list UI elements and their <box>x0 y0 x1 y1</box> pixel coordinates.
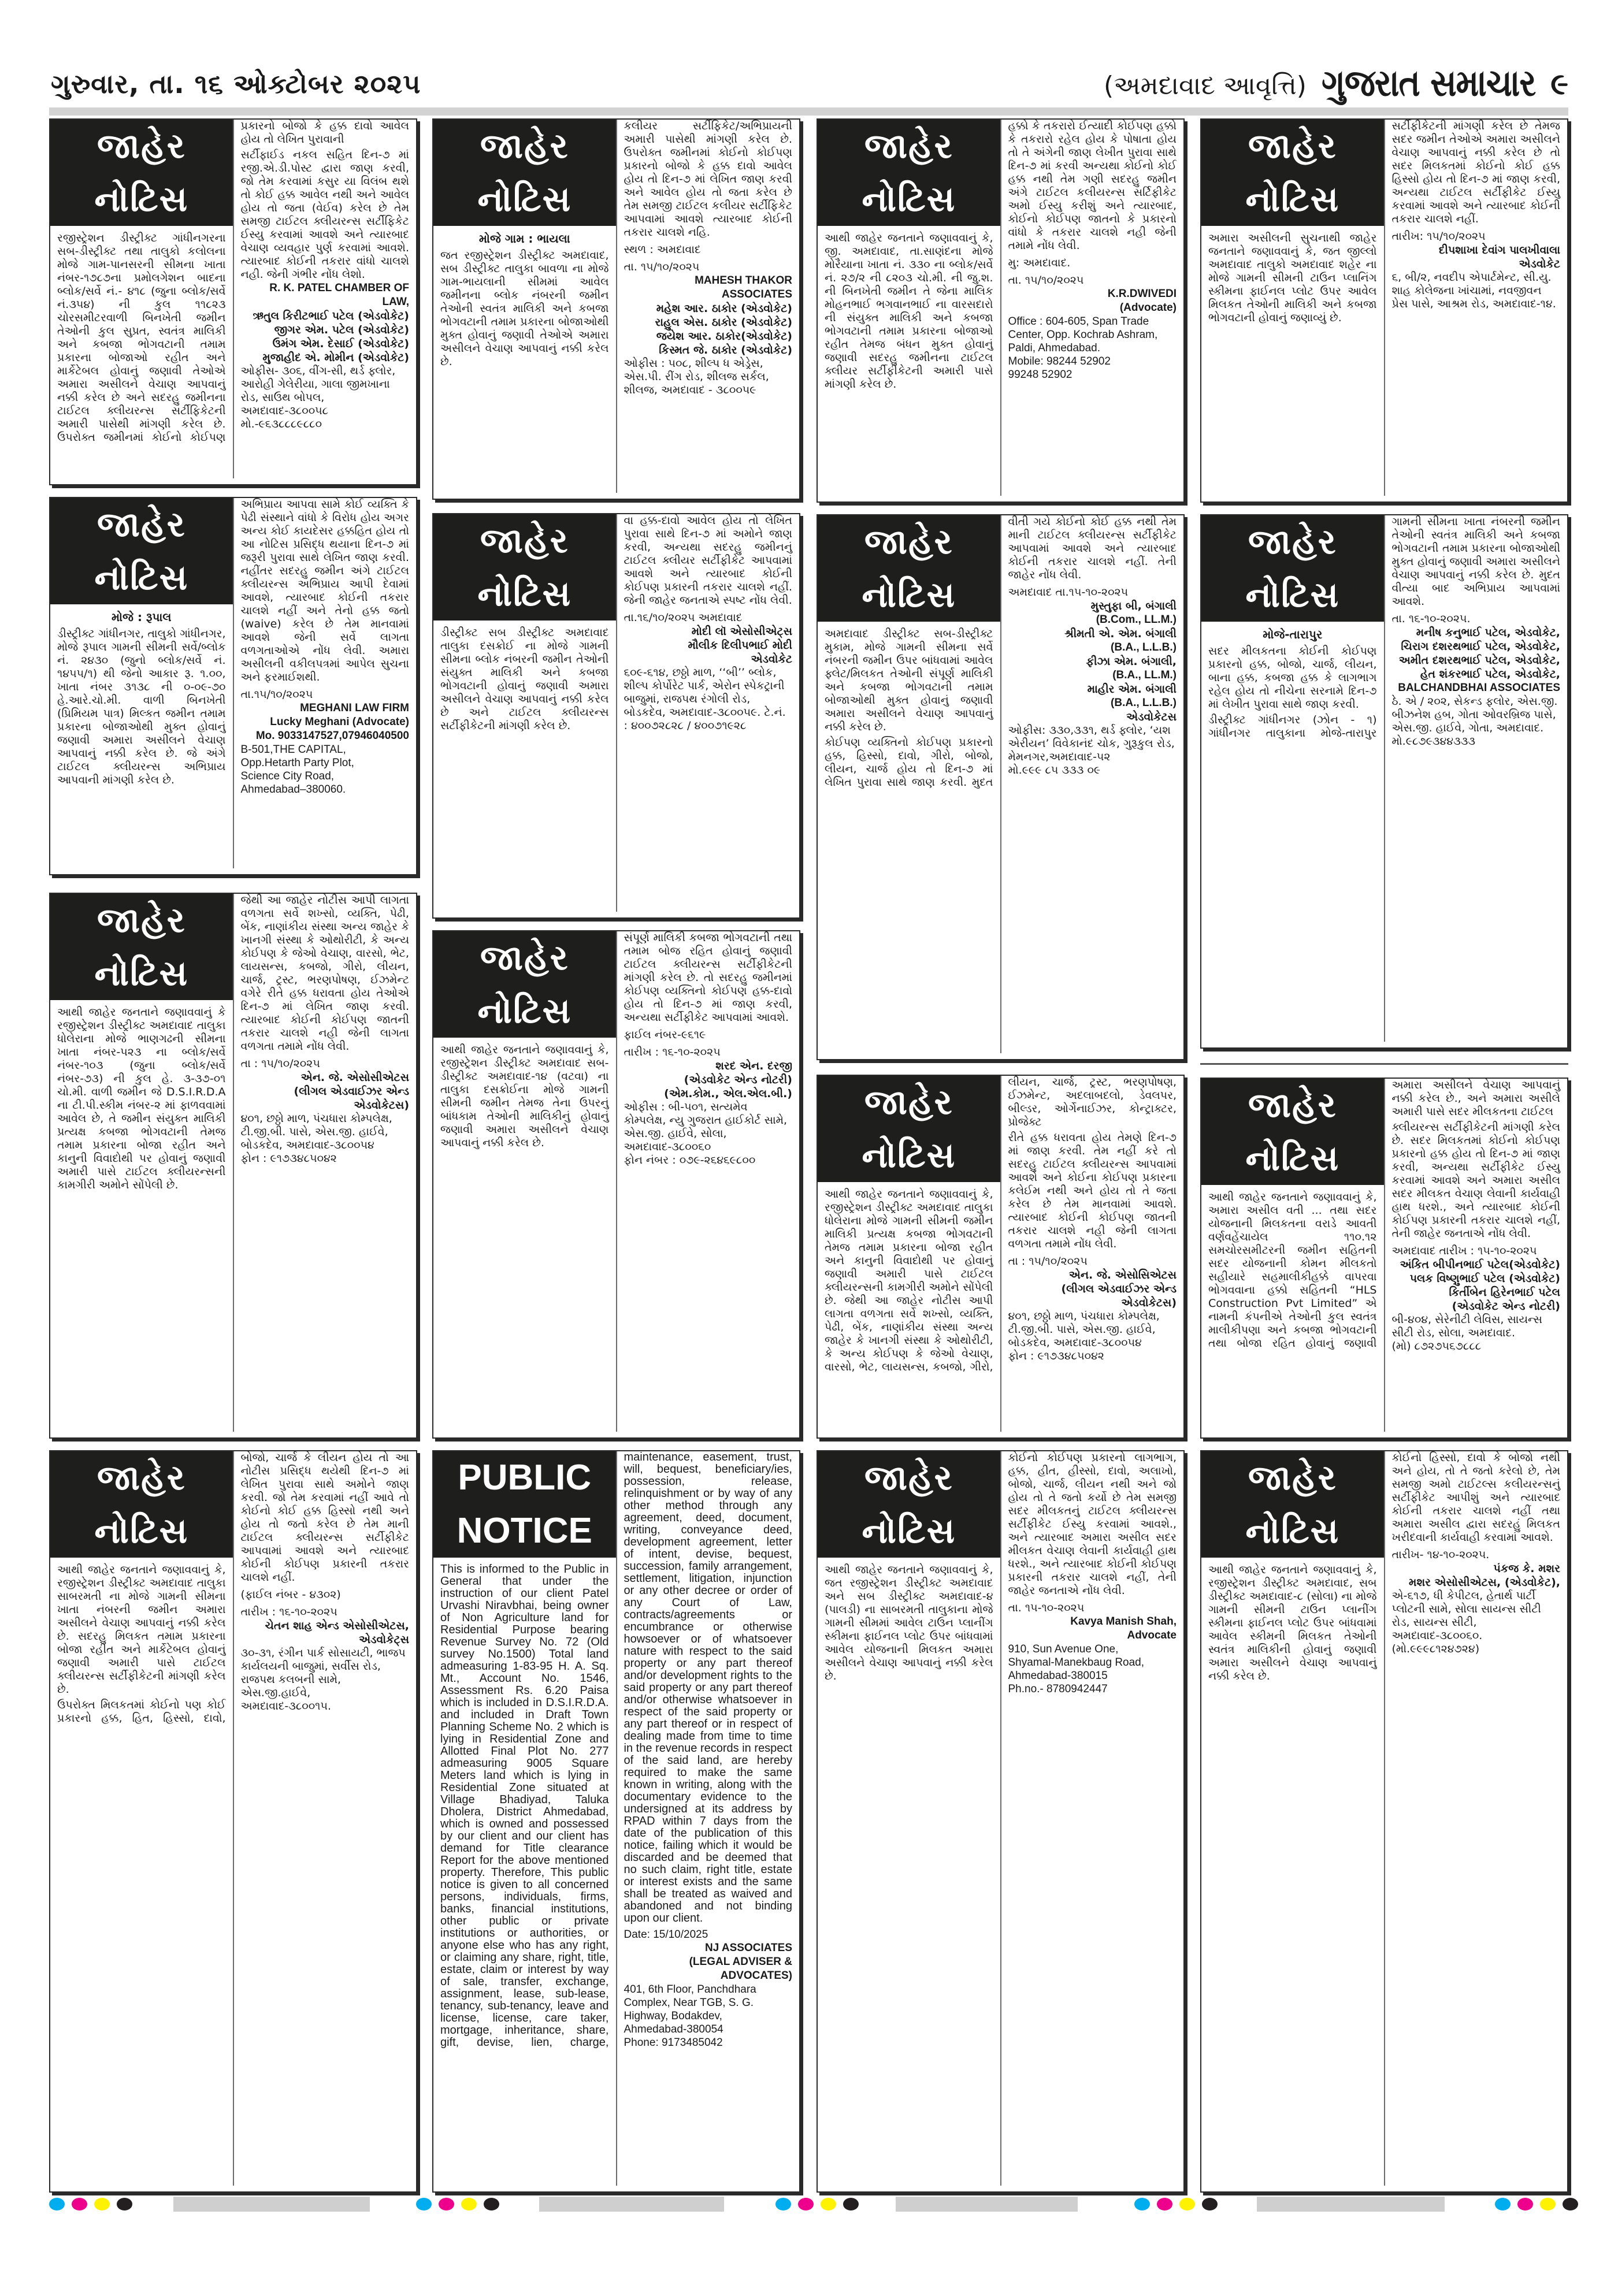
notice-date: તા : ૧૫/૧૦/૨૦૨૫ <box>240 1057 320 1070</box>
signatory: મનીષ કનુભાઈ પટેલ, એડવોકેટ, <box>1416 626 1560 639</box>
file-number: (ફાઈલ નંબર - ૪૩૦૨) <box>240 1588 341 1601</box>
address-line: અમદાવાદ-૩૮૦૦૫૮ <box>240 404 329 417</box>
notice-date: તારીખ: ૧૫/૧૦/૨૦૨૫ <box>1391 230 1486 243</box>
file-number: ફાઈલ નંબર-૯૬૧૯ <box>624 1028 706 1041</box>
signatory: કિસ્મત જે. ઠાકોર (એડવોકેટ) <box>659 344 792 356</box>
notice-paragraph: રજીસ્ટ્રેશન ડીસ્ટ્રીક્ટ ગાંધીનગરના સબ-ડીસ્ટ્રીક્ટ તથા તાલુકો કલોલના મોજે ગામ-પાનસરની સીમના ખાતા નંબર-૧૭૮૭ના પ્રમોલગેશન બાદના બ્લોક/સર્વે નં.- ૪૧૮ (જુના બ્લોક/સર્વે નં.૩૫૪) ની કુલ ૧૧૮૨૩ ચોરસમીટરવાળી બિનખેતી જમીન તેઓની કુલ સુપ્રત, સ્વતંત્ર માલિકી અને કબજા ભોગવટાની તમામ પ્રકારના બોજાઓ રહીત અને માર્કેટેબલ હોવાનું જણાવી તેઓએ અમારા અસીલને વેચાણ આપવાનું નક્કી કરેલ છે અને સદરહુ જમીનના ટાઈટલ ક્લીયરન્સ સર્ટીફિકેટની અમારી પાસેથી માંગણી કરેલ છે. ઉપરોક્ત જમીનમાં કોઈનો કોઈપણ પ્રકારનો બોજો કે હક્ક દાવો આવેલ હોય તો લેખિત પુરાવાની <box>57 120 409 444</box>
registration-dot <box>1540 2198 1556 2210</box>
signatory: પલક વિષ્ણુભાઈ પટેલ (એડવોકેટ) <box>1409 1272 1560 1285</box>
address-line: Science City Road, <box>240 770 335 782</box>
registration-dot <box>843 2198 859 2210</box>
signatory: ફીઝા એમ. બંગાલી, <box>1086 655 1177 668</box>
signatory: પંકજ કે. મશર <box>1493 1562 1560 1575</box>
address-line: ૬૦૯-૬૧૪, છઠ્ઠો માળ, ‘‘બી’’ બ્લોક, શીલ્પ કોર્પોરેટ પાર્ક, એરોન સ્પેકટ્રાની બાજુમાં, રાજપથ રંગોલી રોડ, બોડકદેવ, અમદાવાદ-૩૮૦૦૫૯. ટે.નં. : ૪૦૦૭૨૮૨૮ / ૪૦૦૭૧૯૨૮ <box>624 666 786 732</box>
signatory: એડવોકેટસ <box>1126 711 1177 723</box>
gray-calibration-bar <box>539 2197 724 2212</box>
registration-dot <box>1157 2198 1172 2210</box>
address-line: ઠે. એ / ૨૦૨, સેકન્ડ ફલોર, એસ.જી. બીઝનેશ હબ, ગોતા ઓવરબ્રિજ પાસે, એસ.જી. હાઈવે, ગોતા, અમદાવાદ. <box>1391 695 1558 734</box>
notice-paragraph: જત રજીસ્ટ્રેશન ડીસ્ટ્રીક્ટ અમદાવાદ, સબ ડીસ્ટ્રીક્ટ તાલુકા બાવળા ના મોજે ગામ-ભાયલાની સીમમાં આવેલ જમીનના બ્લોક નંબરની જમીન તેઓની સ્વતંત્ર માલિકી અને કબજા ભોગવટાની તમામ પ્રકારના બોજાઓથી મુક્ત હોવાનું જણાવી તેઓએ અમારા અસીલને વેચાણ આપવાનું નક્કી કરેલ છે. <box>440 249 609 368</box>
notice-columns <box>1208 1451 1560 2186</box>
notice-15 <box>1200 1078 1568 1439</box>
notice-place: મુ: અમદાવાદ. <box>1008 257 1071 269</box>
notice-columns <box>825 1076 1177 1432</box>
notice-paragraph: આથી જાહેર જનતાને જણાવવાનું કે, જી. અમદાવાદ, તા.સાણંદના મોજે મોરૈયાના ખાતા નં. ૩૩૦ ના બ્લોક/સર્વે નં. ૨૭/૨ ની ૮૨૦૩ ચો.મી. ની જુ.શ. ની બિનખેતી જમીન તે જેના માલિક મોહનભાઈ ભગવાનભાઈ ના વારસદારો ની સંયુક્ત માલિકી અને કબજા ભોગવટાની તમામ પ્રકારના બોજાઓ રહીત તેમજ બંધન મુક્ત હોવાનું જણાવી સદરહુ જમીનના ટાઈટલ ક્લીયર સર્ટીફીકેટની અમારી પાસે માંગણી કરેલ છે. <box>825 232 993 391</box>
registration-dot <box>416 2198 432 2210</box>
notice-columns <box>57 120 409 478</box>
signatory: BALCHANDBHAI ASSOCIATES <box>1398 682 1560 694</box>
signatory: Advocate <box>1127 1629 1177 1641</box>
notice-paragraph: સંપૂર્ણ માલિકી કબજા ભોગવટાની તથા તમામ બોજ રહિત હોવાનું જણાવી ટાઈટલ ક્લીયરન્સ સર્ટીફીકેટની માંગણી કરેલ છે. તો સદરહુ જમીનમાં કોઈપણ વ્યક્તિનો કોઈપણ હક્ક-દાવો હોય તો દિન-૭ માં જાણ કરવી, અન્યથા સર્ટીફીકેટ આપવામાં આવશે. <box>624 931 792 1024</box>
notice-12 <box>817 1450 1185 2193</box>
address-line: B-501,THE CAPITAL, <box>240 744 346 756</box>
address-line: (મો.૯૯૯૮૧૨૪૭૨૪) <box>1391 1643 1480 1655</box>
notice-paragraph: હક્કો કે તકરારો ઈત્યાદી કોઈપણ હક્કો કે તકરારો રહેલ હોય કે પોષાતા હોય તો તે અંગેની જાણ લેખીત પુરાવા સાથે દિન-૭ માં કરવી અન્યથા કોઈનો કોઈ હક્ક નથી તેમ ગણી સદરહુ જમીન અંગે ટાઈટલ કલીયરન્સ સર્ટિફીકેટ અમો ઈસ્યુ કરીશું અને ત્યારબાદ, કોઈનો કોઈપણ જાતનો કે પ્રકારનો વાંધો કે તકરાર ચાલશે નહી જેની તમામે નોંધ લેવી. <box>1008 120 1177 252</box>
signatory: મોદી લૉ એસોસીએટ્સ <box>691 625 792 638</box>
notice-paragraph: કોઈપણ વ્યક્તિનો કોઈપણ પ્રકારનો હક્ક, હિસ્સો, દાવો, ગીરો, બોજો, લીયન, ચાર્જ હોય તો દિન-૭ માં લેખિત પુરાવા સાથે જાણ કરવી. મુદત વીતી ગયે કોઈનો કોઈ હક્ક નથી તેમ માની ટાઈટલ ક્લીયરન્સ સર્ટીફીકેટ આપવામાં આવશે અને ત્યારબાદ કોઈની તકરાર ચાલશે નહીં. તેની જાહેર નોંધ લેવી. <box>825 515 1177 789</box>
address-line: Ph.no.- 8780942447 <box>1008 1683 1108 1695</box>
signatory: R. K. PATEL CHAMBER OF LAW, <box>269 282 409 308</box>
notice-header: જાહેર નોટિસ <box>1201 120 1384 226</box>
notice-date: Date: 15/10/2025 <box>624 1929 708 1941</box>
notice-paragraph: જેથી આ જાહેર નોટીસ આપી લાગતા વળગતા સર્વે શખ્સો, વ્યક્તિ, પેઢી, બેંક, નાણાંકીય સંસ્થા અન્ય જાહેર કે ખાનગી સંસ્થા કે ઓથોરીટી, કે અન્ય કોઈપણ કે જેઓ વેચાણ, વારસો, ભેટ, લાયસન્સ, કબજો, ગીરો, લીયન, ચાર્જ, ટ્રસ્ટ, ભરણપોષણ, ઈઝમેન્ટ વગેરે રીતે હક્ક ધરાવતા હોય તેઓએ દિન-૭ માં લેખિત જાણ કરવી. ત્યારબાદ કોઈની કોઈપણ જાતની તકરાર ચાલશે નહી જેની લાગતા વળગતા તમામે નોંધ લેવી. <box>240 894 409 1053</box>
notice-header: જાહેર નોટિસ <box>818 1076 1000 1182</box>
registration-dot <box>1134 2198 1150 2210</box>
signatory: હેત શંકરભાઈ પટેલ, એડવોકેટ, <box>1420 668 1560 681</box>
address-line: 910, Sun Avenue One, <box>1008 1643 1119 1655</box>
notice-date: તા.૧૬/૧૦/૨૦૨૫ અમદાવાદ <box>624 611 743 624</box>
notice-paragraph: ડીસ્ટ્રીક્ટ ગાંધીનગર, તાલુકો ગાંધીનગર, મોજે રૂપાલ ગામની સીમની સર્વે/બ્લોક નં. ૨૪૩૦ (જુનો બ્લોક/સર્વે નં. ૧૪૫૫/૧) થી જેનો આકાર રૂ. ૧.૦૦, ખાતા નંબર ૩૧૩૮ ની ૦-૦૯-૭૦ હે.આરે.ચો.મી. વાળી બિનખેતી (પ્રિમિયમ પાત્ર) મિલ્કત જમીન તમામ પ્રકારના બોજાઓથી મુક્ત હોવાનું જણાવી અમારા અસીલને વેચાણ આપવાનું નક્કી કરેલ છે. જે અંગે ટાઈટલ ક્લીયરન્સ અભિપ્રાય આપવાની માંગણી કરેલ છે. <box>57 627 226 786</box>
registration-dot <box>49 2198 65 2210</box>
signatory: કિર્તીબેન હિરેનભાઈ પટેલ <box>1449 1286 1560 1299</box>
signatory: એન. જે. એસોસિએટસ <box>1068 1269 1177 1281</box>
address-line: મો.૯૯૯ ૮૫ ૩૩૩ ૦૯ <box>1008 764 1101 777</box>
signatory: (Advocate) <box>1119 302 1177 314</box>
address-line: અમદાવાદ-૩૮૦૦૧૫. <box>240 1700 332 1712</box>
registration-dot <box>117 2198 132 2210</box>
registration-dot <box>94 2198 110 2210</box>
address-line: મો.-૯૬૩૮૮૮૯૮૮૦ <box>240 418 322 430</box>
notice-paragraph: કલીયર સર્ટીફિકેટ/અભિપ્રાયની અમારી પાસેથી માંગણી કરેલ છે. ઉપરોક્ત જમીનમાં કોઈનો કોઈપણ પ્રકારનો બોજો કે હક્ક દાવો આવેલ હોય તો દિન-૭ માં લેખિત જાણ કરવી અને આવેલ હોય તો જતા કરેલ છે તેમ સમજી ટાઈટલ કલીયર સર્ટીફિકેટ આપવામાં આવશે ત્યારબાદ કોઈની તકરાર ચાલશે નહિ. <box>624 120 792 239</box>
address-line: ઓફીસ: ૩૩૦,૩૩૧, થર્ડ ફ્લોર, ‘યશ એરીયન’ વિવેકાનંદ ચોક, ગુરૂકુલ રોડ, મેમનગર,અમદાવાદ-૫૨ <box>1008 724 1175 763</box>
notice-date: તા. ૧૫/૧૦/૨૦૨૫ <box>624 261 700 273</box>
notice-14 <box>1200 514 1568 1049</box>
signatory: એડવોકેટ <box>1519 258 1560 270</box>
gray-calibration-bar <box>173 2197 370 2212</box>
address-line: ઓફીસ : ૫૦૮, શીલ્પ ધ એડ્રેસ, એસ.પી. રીંગ રોડ, શીલજ સર્કલ, શીલજ, અમદાવાદ - ૩૮૦૦૫૯ <box>624 357 769 396</box>
address-line: Mobile: 98244 52902 <box>1008 355 1111 367</box>
address-line: Office : 604-605, Span Trade Center, Opp. Kochrab Ashram, Paldi, Ahmedabad. <box>1008 315 1158 354</box>
notice-columns <box>57 498 409 868</box>
notice-9 <box>817 118 1185 503</box>
address-line: Opp.Hetarth Party Plot, <box>240 757 354 769</box>
notice-columns <box>57 1451 409 2186</box>
notice-columns <box>1208 1079 1560 1432</box>
signatory: NJ ASSOCIATES <box>705 1942 792 1954</box>
registration-dot <box>461 2198 477 2210</box>
notice-paragraph: અમદાવાદ ડીસ્ટ્રીક્ટ સબ-ડીસ્ટ્રીક્ટ મુકામ, મોજે ગામની સીમના સર્વે નંબરની જમીન ઉપર બાંધવામાં આવેલ ફ્લેટ/મિલકત તેઓની સંપૂર્ણ માલિકી અને કબજા ભોગવટાની તમામ બોજાઓથી મુક્ત હોવાનું જણાવી અમારા અસીલને વેચાણ આપવાનું નક્કી કરેલ છે. <box>825 627 993 733</box>
address-line: ૬, બી/૨, નવદીપ એપાર્ટમેન્ટ, સી.યુ. શાહ કોલેજના ખાંચામાં, નવજીવન પ્રેસ પાસે, આશ્રમ રોડ, અમદાવાદ-૧૪. <box>1391 271 1556 310</box>
signatory: K.R.DWIVEDI <box>1107 288 1177 300</box>
notice-columns <box>440 514 792 912</box>
notice-header: જાહેર નોટિસ <box>50 498 233 604</box>
signatory: ચિરાગ દશરથભાઈ પટેલ, એડવોકેટ, <box>1401 640 1560 653</box>
address-line: Ahmedabad-380015 <box>1008 1670 1108 1682</box>
signatory: મુસ્તુફા બી, બંગાલી <box>1090 600 1177 612</box>
notice-header: જાહેર નોટિસ <box>1201 1451 1384 1558</box>
registration-dot <box>798 2198 814 2210</box>
notice-columns <box>825 515 1177 1053</box>
signatory: જયેશ આર. ઠાકોર(એડવોકેટ) <box>656 330 792 343</box>
notice-place: સ્થળ : અમદાવાદ <box>624 243 701 256</box>
notice-header: જાહેર નોટિસ <box>50 1451 233 1558</box>
notice-paragraph: ડીસ્ટ્રીક્ટ સબ ડીસ્ટ્રીક્ટ અમદાવાદ તાલુકા દસક્રોઈ ના મોજે ગામની સીમના બ્લોક નંબરની જમીન તેઓની સંયુક્ત માલિકી અને કબજા ભોગવટાની હોવાનું જણાવી અમારા અસીલને વેચાણ આપવાનું નક્કી કરેલ છે અને ટાઈટલ ક્લીયરન્સ સર્ટીફીકેટની માંગણી કરેલ છે. <box>440 626 609 732</box>
notice-5 <box>432 118 800 500</box>
notice-columns <box>1208 120 1560 496</box>
cmyk-dot-group <box>775 2198 859 2210</box>
notice-2 <box>49 497 417 875</box>
notice-date: અમદાવાદ તા.૧૫-૧૦-૨૦૨૫ <box>1008 586 1129 599</box>
notice-paragraph: સર્ટીફીકેટની માંગણી કરેલ છે તેમજ સદર જમીન તેઓએ અમારા અસીલને વેચાણ આપવાનું નક્કી કરેલ છે તો સદર મિલકતમાં કોઈનો કોઈ હક્ક હિસ્સો હોય તો દિન-૭ માં જાણ કરવી, અન્યથા ટાઈટલ સર્ટીફીકેટ ઈસ્યુ કરવામાં આવશે અને ત્યારબાદ કોઈની તકરાર ચાલશે નહીં. <box>1391 120 1560 225</box>
address-line: 99248 52902 <box>1008 369 1073 381</box>
notice-date: તારીખ : ૧૬-૧૦-૨૦૨૫ <box>624 1046 721 1058</box>
notice-10 <box>817 514 1185 1060</box>
header-divider <box>49 107 1568 116</box>
signatory: શ્રીમતી એ. એમ. બંગાલી <box>1064 627 1177 640</box>
notice-columns <box>825 1451 1177 2186</box>
notice-paragraph: અમારા અસીલની સુચનાથી જાહેર જનતાને જણાવવાનું કે, જત જીલ્લો અમદાવાદ તાલુકો અમદાવાદ શહેર ના મોજે ગામની સીમની ટાઉન પ્લાનિંગ સ્કીમના ફાઈનલ પ્લોટ ઉપર આવેલ મિલકત તેઓની માલિકી અને કબજા ભોગવટાની હોવાનું જણાવ્યું છે. <box>1208 232 1377 324</box>
notice-header: PUBLIC NOTICE <box>433 1451 616 1558</box>
address-line: Ahmedabad–380060. <box>240 783 346 796</box>
notice-paragraph: આથી જાહેર જનતાને જણાવવાનું કે રજીસ્ટ્રેશન ડીસ્ટ્રીક્ટ અમદાવાદ તાલુકા ધોલેરાના મોજે ભાણગઢની સીમના ખાતા નંબર-૫૨૩ ના બ્લોક/સર્વે નંબર-૧૦૩ (જુના બ્લોક/સર્વે નંબર-૭૩) ની કુલ હે. ૩-૩૭-૦૧ ચો.મી. વાળી જમીન જે D.S.I.R.D.A ના ટી.પી.સ્કીમ નંબર-૨ માં ફાળવવામાં આવેલ છે, તે જમીન સંયુક્ત માલિકી પ્રત્યક્ષ કબજા ભોગવટાની તેમજ તમામ પ્રકારના બોજા રહીત અને કાનુની વિવાદોથી પર હોવાનું જણાવી અમારી પાસે ટાઈટલ ક્લીયરન્સની કામગીરી અમોને સોંપેલી છે. <box>57 1006 226 1191</box>
address-line: 401, 6th Floor, Panchdhara Complex, Near TGB, S. G. Highway, Bodakdev, <box>624 1983 756 2022</box>
signatory: Kavya Manish Shah, <box>1070 1615 1177 1628</box>
column-divider <box>1200 1063 1568 1065</box>
notice-6 <box>432 513 800 919</box>
notice-date: તારીખ- ૧૪-૧૦-૨૦૨૫. <box>1391 1548 1490 1561</box>
registration-dot <box>1495 2198 1511 2210</box>
signatory: માહીર એમ. બંગાલી <box>1087 683 1177 696</box>
signatory: Mo. 9033147527,07946040500 <box>255 730 409 742</box>
cmyk-dot-group <box>416 2198 499 2210</box>
signatory: ઋતુલ કિરીટભાઈ પટેલ (એડવોકેટ) <box>253 310 409 322</box>
signatory: (એડવોકેટ એન્ડ નોટરી) <box>684 1073 792 1086</box>
address-line: Shyamal-Manekbaug Road, <box>1008 1656 1145 1669</box>
cmyk-dot-group <box>49 2198 132 2210</box>
address-line: અમદાવાદ-૩૮૦૦૬૦. <box>1391 1629 1483 1642</box>
notice-header: જાહેર નોટિસ <box>818 515 1000 622</box>
address-line: ઓફીસ : બી-૫૦૧, સત્યમેવ કોમ્પલેક્ષ, ન્યુ ગુજરાત હાઈકોર્ટ સામે, એસ.જી. હાઈવે, સોલા, <box>624 1101 788 1140</box>
notice-paragraph: આથી જાહેર જનતાને જણાવવાનું કે, જત રજીસ્ટ્રેશન ડીસ્ટ્રીક્ટ અમદાવાદ અને સબ ડીસ્ટ્રીક્ટ અમદાવાદ-૪ (પાલડી) ના સાબરમતી તાલુકાના મોજે ગામની સીમમાં આવેલ ટાઉન પ્લાનીંગ સ્કીમના ફાઈનલ પ્લોટ ઉપર બાંધવામાં આવેલ યોજનાની મિલકત અમારા અસીલને વેચાણ આપવાનું નક્કી કરેલ છે. <box>825 1563 993 1682</box>
notice-paragraph: આથી જાહેર જનતાને જણાવવાનું કે, રજીસ્ટ્રેશન ડીસ્ટ્રીક્ટ અમદાવાદ, સબ ડીસ્ટ્રીક્ટ અમદાવાદ-૮ (સોલા) ના મોજે ગામની સીમની ટાઉન પ્લાનીંગ સ્કીમના ફાઈનલ પ્લોટ ઉપર બાંધવામાં આવેલ સ્કીમની મિલકત તેઓની સ્વતંત્ર માલિકીની હોવાનું જણાવી અમારા અસીલને વેચાણ આપવાનું નક્કી કરેલ છે. <box>1208 1563 1377 1682</box>
notice-paragraph: આથી જાહેર જનતાને જણાવવાનું કે, રજીસ્ટ્રેશન ડીસ્ટ્રીક્ટ અમદાવાદ તાલુકા સાબરમતી ના મોજે ગામની સીમના ખાતા નંબરની જમીન અમારા અસીલને વેચાણ આપવાનું નક્કી કરેલ છે. સદરહુ મિલકત તમામ પ્રકારના બોજા રહીત અને માર્કેટેબલ હોવાનું જણાવી અમારી પાસે ટાઈટલ ક્લીયરન્સ સર્ટીફીકેટની માંગણી કરેલ છે. <box>57 1563 226 1696</box>
notice-columns <box>825 120 1177 496</box>
notice-paragraph: ડીસ્ટ્રીક્ટ ગાંધીનગર (ઝોન - ૧) ગાંધીનગર તાલુકાના મોજે-તારાપુર ગામની સીમના ખાતા નંબરની જમીન તેઓની સ્વતંત્ર માલિકી અને કબજા ભોગવટાની તમામ પ્રકારના બોજાઓથી મુક્ત હોવાનું જણાવી અમારા અસીલને વેચાણ આપવાનું નક્કી કરેલ છે. મુદત વીત્યા બાદ અભિપ્રાય આપવામાં આવશે. <box>1208 515 1560 740</box>
notice-paragraph: ક્લીયરન્સ સર્ટીફીકેટની માંગણી કરેલ છે. સદર મિલકતમાં કોઈનો કોઈપણ પ્રકારનો હક્ક હોય તો દિન-૭ માં જાણ કરવી, અન્યથા સર્ટીફીકેટ ઈસ્યુ કરવામાં આવશે અને અમારા અસીલ સદર મીલકત વેચાણ લેવાની કાર્યવાહી હાથ ધરશે., અને ત્યારબાદ કોઈની કોઈપણ પ્રકારની તકરાર ચાલશે નહીં, તેની જાહેર જનતાએ નોંધ લેવી. <box>1391 1121 1560 1240</box>
signatory: ચેતન શાહ એન્ડ એસોસીએટસ, <box>265 1619 409 1632</box>
notice-subheading: મોજે : રૂપાલ <box>111 610 172 624</box>
signatory: એડવોકેટ <box>751 653 792 666</box>
notice-paragraph: આથી જાહેર જનતાને જણાવવાનું કે, રજીસ્ટ્રેશન ડીસ્ટ્રીક્ટ અમદાવાદ તાલુકા ધોલેરાના મોજે ગામની સીમની જમીન માલિકી પ્રત્યક્ષ કબજા ભોગવટાની તેમજ તમામ પ્રકારના બોજા રહીત અને કાનુની વિવાદોથી પર હોવાનું જણાવી અમારી પાસે ટાઈટલ ક્લીયરન્સની કામગીરી અમોને સોંપેલી છે. જેથી આ જાહેર નોટીસ આપી લાગતા વળગતા સર્વે શખ્સો, વ્યક્તિ, પેઢી, બેંક, નાણાંકીય સંસ્થા અન્ય જાહેર કે ખાનગી સંસ્થા કે ઓથોરીટી, કે અન્ય કોઈપણ કે જેઓ વેચાણ, વારસો, ભેટ, લાયસન્સ, કબજો, ગીરો, લીયન, ચાર્જ, ટ્રસ્ટ, ભરણપોષણ, ઈઝમેન્ટ, અદલાબદલો, ડેવલપર, બીલ્ડર, ઓર્ગેનાઈઝર, કોન્ટ્રાક્ટર, પ્રોજેક્ટ <box>825 1076 1177 1373</box>
signatory: ઉમંગ એમ. દેસાઈ (એડવોકેટ) <box>272 337 409 350</box>
registration-dot <box>439 2198 454 2210</box>
notice-header: જાહેર નોટિસ <box>1201 1079 1384 1185</box>
address-line: ૩૦-૩૧, રંગીન પાર્ક સોસાયટી, ભાજપ કાર્યલયની બાજુમાં, સર્વીસ રોડ, રાજપથ કલબની સામે, એસ.જી.હાઈવે, <box>240 1647 406 1699</box>
signatory: મહેશ આર. ઠાકોર (એડવોકેટ) <box>656 302 792 315</box>
notice-date: તા.૧૫/૧૦/૨૦૨૫ <box>240 688 313 701</box>
signatory: (B.A., L.L.B.) <box>1111 697 1177 709</box>
signatory: MEGHANI LAW FIRM <box>300 702 409 714</box>
notice-date: તારીખ : ૧૬-૧૦-૨૦૨૫ <box>240 1606 337 1618</box>
signatory: Lucky Meghani (Advocate) <box>270 716 409 728</box>
signatory: એડવોકેટ્સ <box>359 1633 409 1646</box>
cmyk-dot-group <box>1134 2198 1218 2210</box>
notice-date: તા. ૧૫-૧૦-૨૦૨૫ <box>1008 1602 1085 1614</box>
notice-columns <box>440 931 792 1432</box>
address-line: બી-૪૦૪, સેરેનીટી લેવિસ, સાયન્સ સીટી રોડ, સોલા, અમદાવાદ. <box>1391 1313 1542 1339</box>
address-line: ૪૦૧, છઠ્ઠો માળ, પંચધારા કોમ્પલેક્ષ, ટી.જી.બી. પાસે, એસ.જી. હાઈવે, બોડકદેવ, અમદાવાદ-૩૮૦૦૫૪ <box>240 1112 392 1151</box>
notice-header: જાહેર નોટિસ <box>50 894 233 1000</box>
notice-paragraph: સર્ટીફાઈડ નકલ સહિત દિન-૭ માં રજી.એ.ડી.પોસ્ટ દ્વારા જાણ કરવી, જો તેમ કરવામાં કસુર યા વિલંબ થશે તો કોઈ હક્ક આવેલ નથી અને આવેલ હોય તો જતા (વેઈવ) કરેલ છે તેમ સમજી ટાઈટલ ક્લીયરન્સ સર્ટીફિકેટ ઈસ્યુ કરવામાં આવશે અને ત્યારબાદ વેચાણ વ્યવહાર પુર્ણ કરવામાં આવશે. ત્યારબાદ કોઈની તકરાર વાંધો ચાલશે નહી. જેની ગંભીર નોંધ લેશો. <box>240 148 409 281</box>
notice-header: જાહેર નોટિસ <box>433 120 616 226</box>
notice-header: જાહેર નોટિસ <box>1201 515 1384 622</box>
gray-calibration-bar <box>896 2197 1078 2212</box>
notice-date: તા : ૧૫/૧૦/૨૦૨૫ <box>1008 1255 1088 1268</box>
notice-header: જાહેર નોટિસ <box>50 120 233 226</box>
signatory: (B.Com., LL.M.) <box>1096 614 1177 626</box>
address-line: (મો) ૮૭૨૭૫૬૭૮૮૮ <box>1391 1340 1482 1353</box>
notice-paragraph: આથી જાહેર જનતાને જણાવવાનું કે, અમારા અસીલ વતી ... તથા સદર યોજનાની મિલકતના વરાડે આવતી વર્ણવહેંચાયેલ ૧૧૦.૧૨ સમચોરસમીટરની જમીન સહિતની સદર યોજનાની કોમન મીલકતો સહીયારે સહમાલીકીહક્કે વાપરવા ભોગવવાના હક્કો સહિતની “HLS Construction Pvt Limited” એ નામની કંપનીએ તેઓની કુલ સ્વતંત્ર માલીકીપણા અને કબજા ભોગવટાની તથા બોજા રહિત હોવાનું જણાવી અમારા અસીલને વેચાણ આપવાનું નક્કી કરેલ છે., અને અમારા અસીલે અમારી પાસે સદર મીલકતના ટાઈટલ <box>1208 1079 1560 1350</box>
signatory: MAHESH THAKOR ASSOCIATES <box>695 274 792 300</box>
signatory: (B.A., L.L.B.) <box>1111 641 1177 653</box>
notice-4 <box>49 1450 417 2193</box>
notice-columns <box>440 1451 792 2186</box>
notice-13 <box>1200 118 1568 503</box>
signatory: જીગર એમ. પટેલ (એડવોકેટ) <box>274 324 409 336</box>
notice-header: જાહેર નોટિસ <box>433 514 616 621</box>
notice-16 <box>1200 1450 1568 2193</box>
signatory: મુજાહીદ એ. મોમીન (એડવોકેટ) <box>262 351 409 364</box>
signatory: (B.A., LL.M.) <box>1112 669 1177 681</box>
notice-date: તા. ૧૫/૧૦/૨૦૨૫ <box>1008 274 1084 287</box>
registration-dot <box>821 2198 836 2210</box>
notice-8 <box>432 1450 800 2193</box>
registration-dot <box>72 2198 87 2210</box>
notice-date: અમદાવાદ તારીખ : ૧૫-૧૦-૨૦૨૫ <box>1391 1244 1537 1257</box>
signatory: મશર એસોસીએટસ, (એડવોકેટ), <box>1409 1576 1560 1589</box>
notice-paragraph: આથી જાહેર જનતાને જણાવવાનું કે, રજીસ્ટ્રેશન ડીસ્ટ્રીક્ટ અમદાવાદ સબ-ડીસ્ટ્રીક્ટ અમદાવાદ-૧૪ (વટવા) ના તાલુકા દસક્રોઈના મોજે ગામની સીમની જમીન તેમજ તેના ઉપરનું બાંધકામ તેઓની માલિકીનું હોવાનું જણાવી અમારા અસીલને વેચાણ આપવાનું નક્કી કરેલ છે. <box>440 1043 609 1149</box>
notice-11 <box>817 1075 1185 1439</box>
notice-7 <box>432 930 800 1439</box>
notice-header: જાહેર નોટિસ <box>433 931 616 1038</box>
newspaper-logo: ગુજરાત સમાચાર <box>1321 62 1536 105</box>
address-line: ઓફીસ- ૩૦૬, વીંગ-સી, થર્ડ ફ્લોર, આરોહી ગેલેરીયા, ગાલા જીમખાના રોડ, સાઉથ બોપલ, <box>240 365 396 404</box>
address-line: અમદાવાદ-૩૮૦૦૬૦ <box>624 1140 711 1153</box>
notice-paragraph: કોઈનો હિસ્સો, દાવો કે બોજો નથી અને હોય, તો તે જતો કરેલો છે, તેમ સમજી અમો ટાઈટલ્સ કલીયરન્સનું સર્ટીફીકેટ આપીશું અને ત્યારબાદ કોઈની તકરાર ચાલશે નહીં તથા અમારા અસીલ દ્વારા સદરહું મિલકત ખરીદવાની કાર્યવાહી કરવામાં આવશે. <box>1391 1451 1560 1544</box>
registration-dot <box>1563 2198 1578 2210</box>
notice-paragraph: This is informed to the Public in General that under the instruction of our client Patel Urvashi Niravbhai, being owner of Non Agriculture land for Residential Purpose bearing Revenue Survey No. 72 (Old survey No.1500) Total land admeasuring 1-83-95 H. A. Sq. Mt., Account No. 1546, Assessment Rs. 6.20 Paisa which is included in D.S.I.R.D.A. and included in Draft Town Planning Scheme No. 2 which is lying in Residential Zone and Allotted Final Plot No. 277 admeasuring 9005 Square Meters land which is lying in Residential Zone situated at Village Bhadiyad, Taluka Dholera, District Ahmedabad, which is owned and possessed by our client and our client has demand for Title clearance Report for the above mentioned property. Therefore, This public notice is given to all concerned persons, individuals, firms, banks, financial institutions, other public or private institutions or authorities, or anyone else who has any right, or claiming any share, right, title, estate, claim or interest by way of sale, transfer, exchange, assignment, lease, sub-lease, tenancy, sub-tenancy, leave and license, license, care taker, mortgage, inheritance, share, gift, devise, lien, charge, maintenance, easement, trust, will, bequest, beneficiary/ies, possession, release, relinquishment or by way of any other method through any agreement, deed, document, writing, conveyance deed, development agreement, letter of intent, devise, bequest, succession, family arrangement, settlement, litigation, injunction or any other decree or order of any Court of Law, contracts/agreements or encumbrance or otherwise howsoever or of whatsoever nature with respect to the said property or any part thereof and/or development rights to the said property or any part thereof and/or otherwise whatsoever in respect of the said property or any part thereof or in respect of dealing made from time to time in the revenue records in respect of the said land, are hereby required to make the same known in writing, along with the documentary evidence to the undersigned at its address by RPAD within 7 days from the date of the publication of this notice, failing which it would be discarded and be deemed that no such claim, right title, estate or interest exists and the same shall be treated as waived and abandoned and not binding upon our client. <box>440 1451 792 2049</box>
notice-paragraph: કોઈનો કોઈપણ પ્રકારનો લાગભાગ, હક્ક, હીત, હીસ્સો, દાવો, અલાખો, બોજો, ચાર્જ, લીયન નથી અને જો હોય તો તે જતો કર્યો છે તેમ સમજી સદર મીલકતનું ટાઈટલ ક્લીયરન્સ સર્ટીફીકેટ ઈસ્યુ કરવામાં આવશે., અને ત્યારબાદ અમારા અસીલ સદર મીલકત વેચાણ લેવાની કાર્યવાહી હાથ ધરશે., અને ત્યારબાદ કોઈની કોઈપણ પ્રકારની તકરાર ચાલશે નહીં, તેની જાહેર જનતાએ નોંધ લેવી. <box>1008 1451 1177 1597</box>
address-line: Phone: 9173485042 <box>624 2037 723 2049</box>
signatory: શરદ એન. દરજી <box>715 1060 792 1072</box>
registration-dot <box>1179 2198 1195 2210</box>
signatory: અમીત દશરથભાઈ પટેલ, એડવોકેટ, <box>1398 654 1560 667</box>
address-line: ૪૦૧, છઠ્ઠો માળ, પંચધારા કોમ્પલેક્ષ, ટી.જી.બી. પાસે, એસ.જી. હાઈવે, બોડકદેવ, અમદાવાદ-૩૮૦૦૫૪ <box>1008 1310 1160 1349</box>
notice-subheading: મોજે ગામ : ભાયલા <box>478 232 570 246</box>
notice-columns <box>440 120 792 493</box>
edition-label: (અમદાવાદ આવૃત્તિ) <box>1104 71 1307 101</box>
notice-paragraph: ઉપરોક્ત મિલકતમાં કોઈનો પણ કોઈ પ્રકારનો હક્ક, હિત, હિસ્સો, દાવો, બોજો, ચાર્જ કે લીયન હોય તો આ નોટીસ પ્રસિદ્ધ થયેથી દિન-૭ માં લેખિત પુરાવા સાથે અમોને જાણ કરવી. જો તેમ કરવામાં નહીં આવે તો કોઈનો કોઈ હક્ક હિસ્સો નથી અને હોય તો જતો કરેલ છે તેમ માની ટાઈટલ ક્લીયરન્સ સર્ટીફીકેટ આપવામાં આવશે અને ત્યારબાદ કોઈની કોઈપણ પ્રકારની તકરાર ચાલશે નહીં. <box>57 1451 409 1725</box>
signatory: રાહુલ એસ. ઠાકોર (એડવોકેટ) <box>655 316 792 329</box>
address-line: ફોન : ૯૧૭૩૪૮૫૦૪૨ <box>240 1152 337 1165</box>
signatory: મૌલીક દિલીપભાઈ મોદી <box>688 639 792 652</box>
notice-header: જાહેર નોટિસ <box>818 120 1000 226</box>
notice-paragraph: સદર મીલકતના કોઈની કોઈપણ પ્રકારનો હક્ક, બોજો, ચાર્જ, લીયન, બાના હક્ક, કબજા હક્ક કે લાગભાગ રહેલ હોય તો નીચેના સરનામે દિન-૭ માં લેખીત પુરાવા સાથે જાણ કરવી. <box>1208 645 1377 711</box>
registration-dot <box>1202 2198 1218 2210</box>
signatory: અંકિત બીપીનભાઈ પટેલ(એડવોકેટ) <box>1400 1258 1560 1271</box>
notice-paragraph: વા હક્ક-દાવો આવેલ હોય તો લેખિત પુરાવા સાથે દિન-૭ માં અમોને જાણ કરવી, અન્યથા સદરહુ જમીનનું ટાઈટલ ક્લીયર સર્ટીફીકેટ આપવામાં આવશે અને ત્યારબાદ કોઈની કોઈપણ પ્રકારની તકરાર ચાલશે નહીં. જેની જાહેર જનતાએ સ્પષ્ટ નોંધ લેવી. <box>624 514 792 607</box>
signatory: (એમ.કોમ., એલ.એલ.બી.) <box>664 1087 792 1100</box>
address-line: ફોન નંબર : ૦૭૯-૨૬૪૬૯૮૦૦ <box>624 1154 756 1166</box>
signatory: (લીગલ એડવાઈઝર એન્ડ એડવોકેટસ) <box>1061 1283 1177 1309</box>
signatory: એન. જે. એસોસીએટસ <box>300 1071 409 1084</box>
notice-paragraph: અભિપ્રાય આપવા સામે કોઈ વ્યક્તિ કે પેઢી સંસ્થાને વાંધો કે વિરોધ હોય અગર અન્ય કોઈ કાયદેસર હક્કહિત હોય તો આ નોટિસ પ્રસિદ્ધ થયાના દિન-૭ માં જરૂરી પુરાવા સાથે લેખિત જાણ કરવી. નહીંતર સદરહુ જમીન અંગે ટાઈટલ ક્લીયરન્સ અભિપ્રાય આપી દેવામાં આવશે, ત્યારબાદ કોઈની તકરાર ચાલશે નહીં અને તેનો હક્ક જતો (waive) કરેલ છે તેમ માનવામાં આવશે જેની સર્વે લાગતા વળગતાઓએ નોંધ લેવી. અમારા અસીલની વકીલપત્રમાં આપેલ સુચના અને ફરમાઈશથી. <box>240 498 409 683</box>
address-line: મો.૯૮૭૯૩૪૪૩૩૩ <box>1391 735 1476 748</box>
registration-dot <box>1517 2198 1533 2210</box>
page-number: ૯ <box>1550 67 1568 102</box>
notice-subheading: મોજે-તારાપુર <box>1263 627 1323 641</box>
notice-date: તા. ૧૬-૧૦-૨૦૨૫. <box>1391 612 1471 625</box>
registration-dot <box>484 2198 499 2210</box>
address-line: એ-૬૧૭, ધી કેપીટલ, હેતાર્થ પાર્ટી પ્લોટની સામે, સોલા સાયન્સ સીટી રોડ, સાયન્સ સીટી, <box>1391 1589 1541 1629</box>
masthead-right <box>1104 62 1568 105</box>
address-line: ફોન : ૯૧૭૩૪૮૫૦૪૨ <box>1008 1350 1104 1362</box>
notice-paragraph: રીતે હક્ક ધરાવતા હોય તેમણે દિન-૭ માં જાણ કરવી. તેમ નહીં કરે તો સદરહુ ટાઈટલ ક્લીયરન્સ આપવામાં આવશે અને કોઈના કોઈપણ પ્રકારના કલેઈમ નથી અને હોય તો તે જતા કરેલ છે તેમ માનવામાં આવશે. ત્યારબાદ કોઈની કોઈપણ જાતની તકરાર ચાલશે નહી જેની લાગતા વળગતા તમામે નોંધ લેવી. <box>1008 1131 1177 1250</box>
registration-dot <box>775 2198 791 2210</box>
address-line: Ahmedabad-380054 <box>624 2023 723 2035</box>
notice-columns <box>57 894 409 1432</box>
notice-columns <box>1208 515 1560 1042</box>
notice-3 <box>49 893 417 1439</box>
masthead-date: ગુરુવાર, તા. ૧૬ ઓક્ટોબર ૨૦૨૫ <box>51 68 421 99</box>
notice-1 <box>49 118 417 485</box>
signatory: (એડવોકેટ એન્ડ નોટરી) <box>1452 1300 1560 1313</box>
signatory: (લીગલ એડવાઈઝર એન્ડ એડવોકેટસ) <box>294 1085 409 1112</box>
cmyk-dot-group <box>1495 2198 1578 2210</box>
signatory: (LEGAL ADVISER & ADVOCATES) <box>689 1956 792 1982</box>
notice-header: જાહેર નોટિસ <box>818 1451 1000 1558</box>
gray-calibration-bar <box>1257 2197 1445 2212</box>
signatory: દીપશાખા દેવાંગ પાલખીવાલા <box>1438 244 1560 257</box>
